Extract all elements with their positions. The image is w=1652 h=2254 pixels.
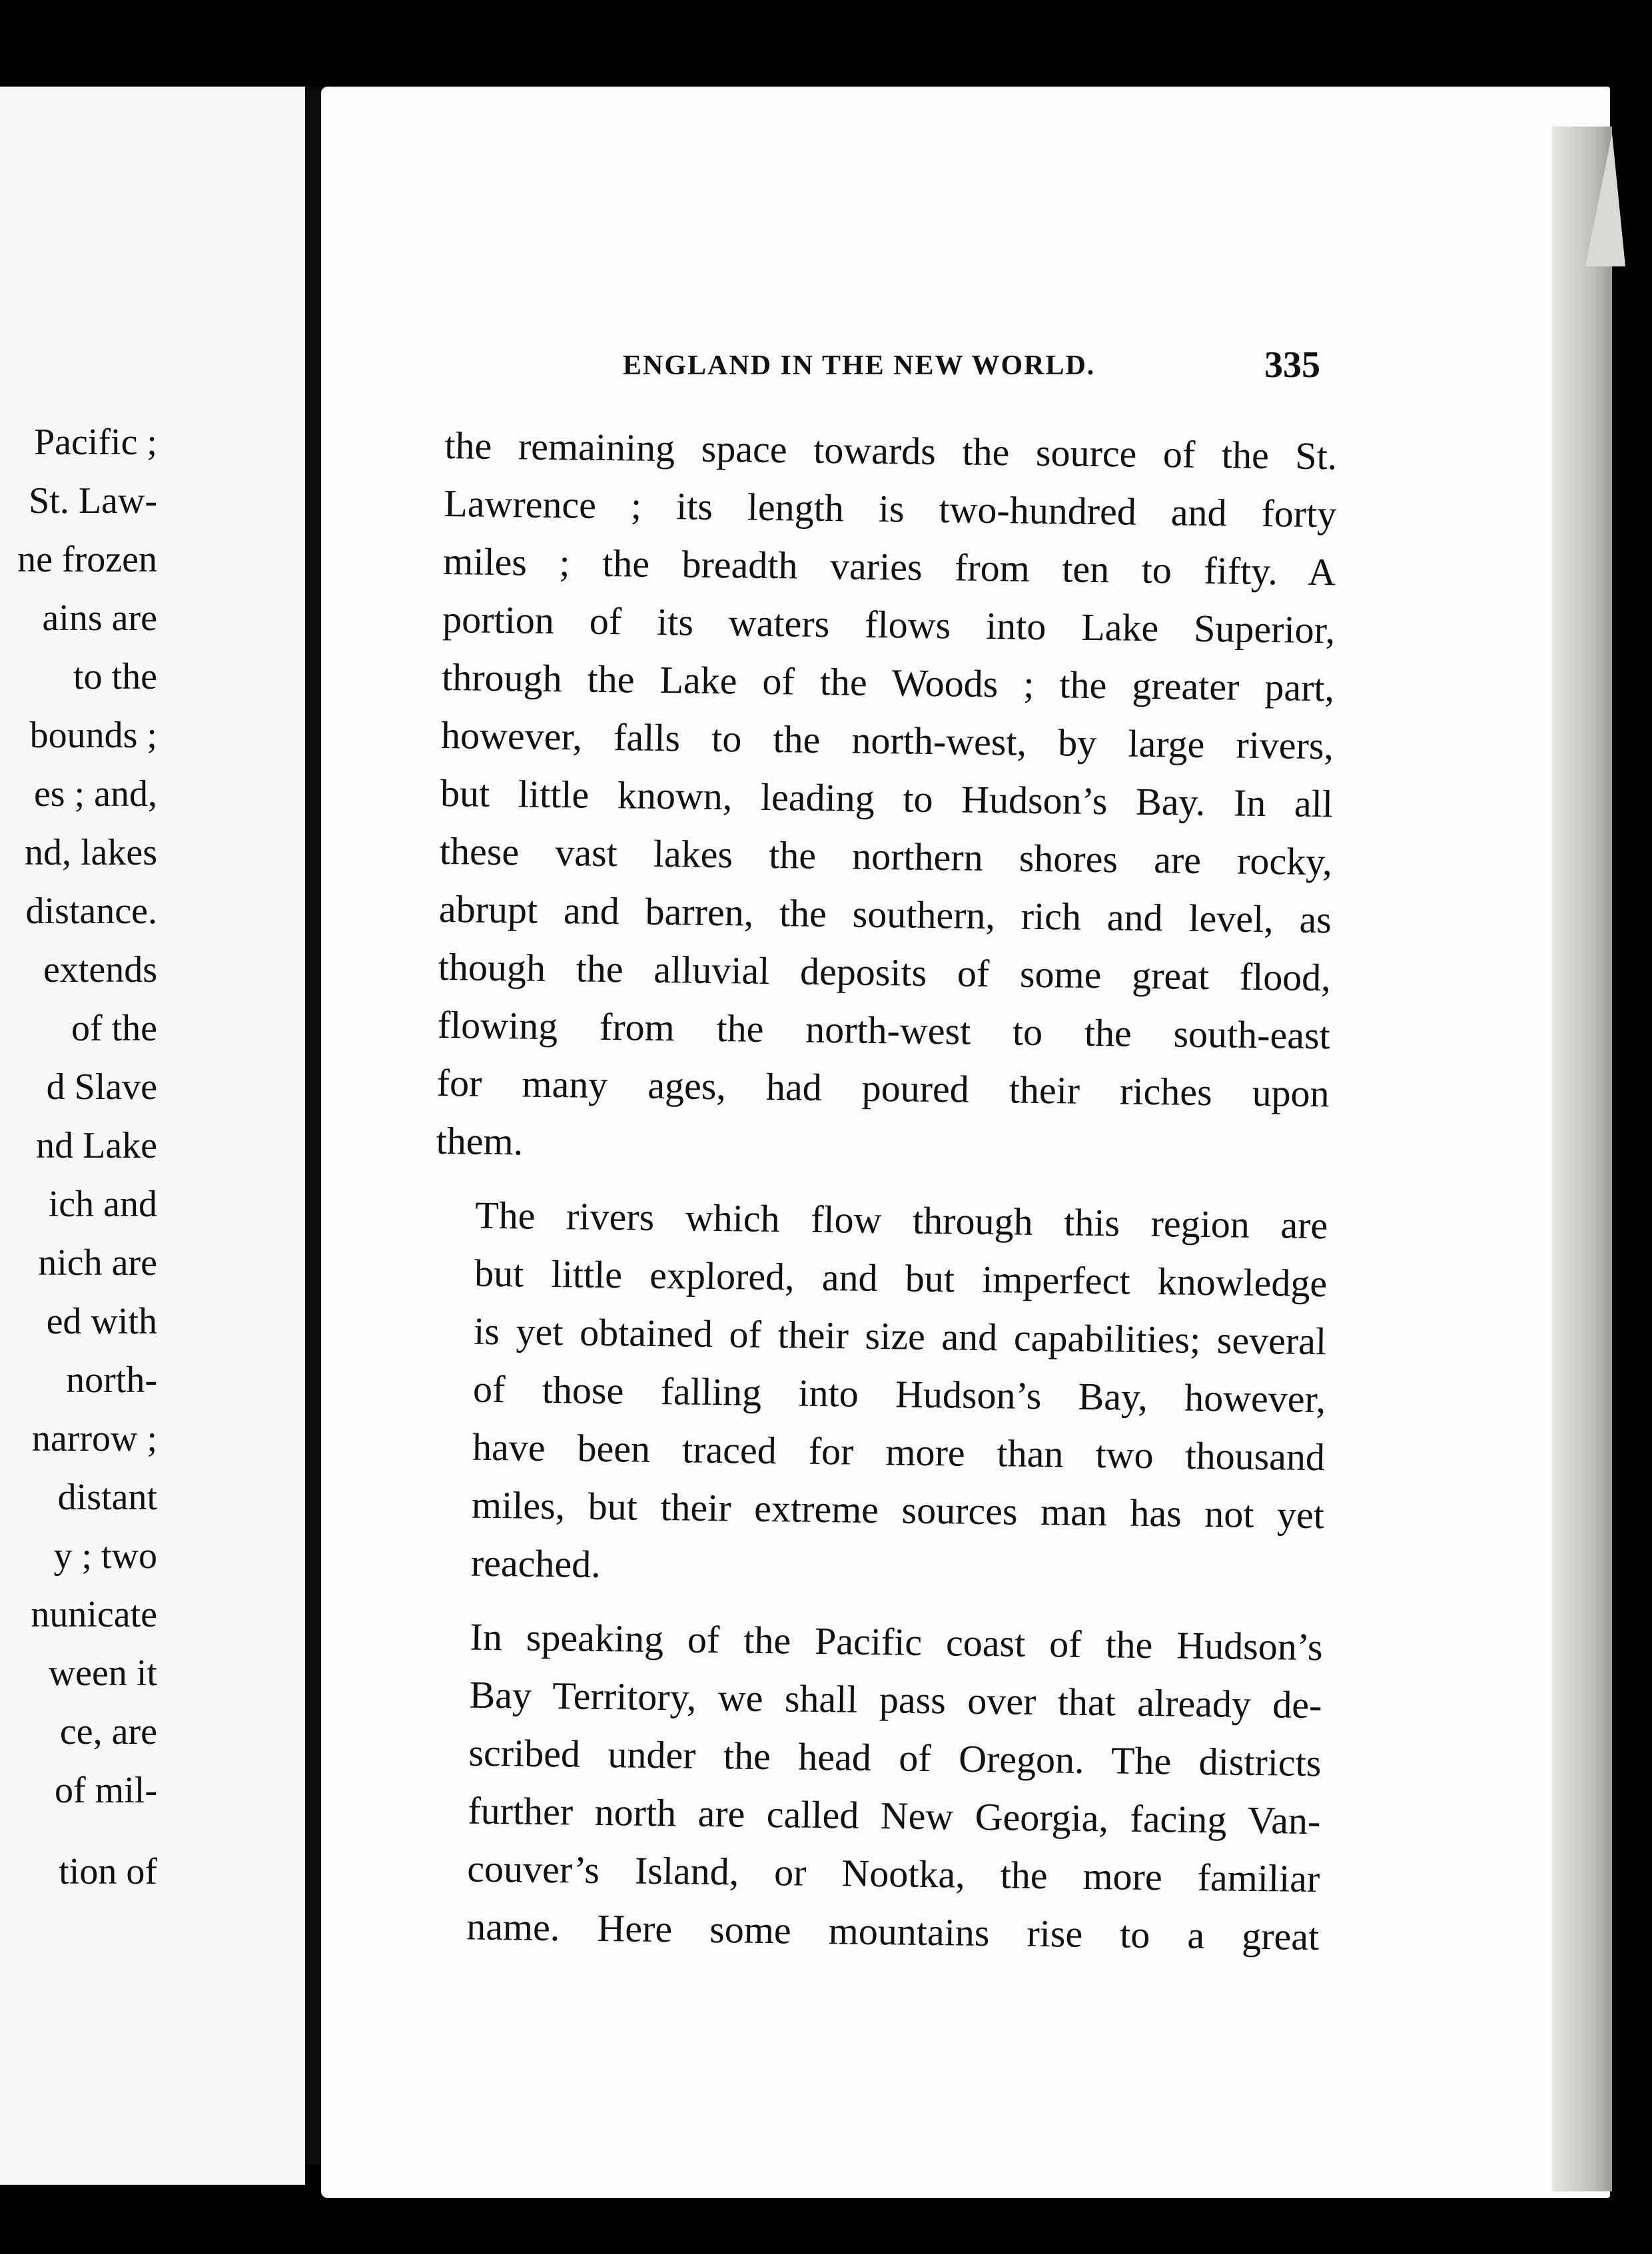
text-line: these vast lakes the northern shores are rocky, xyxy=(439,829,1333,884)
text-line: Lawrence ; its length is two-hundred and forty xyxy=(444,481,1337,536)
text-line: miles, but their extreme sources man has not yet xyxy=(471,1483,1325,1537)
page-number: 335 xyxy=(1264,344,1320,386)
left-line: Pacific ; xyxy=(33,422,157,463)
left-line: St. Law- xyxy=(29,480,157,522)
left-line: narrow ; xyxy=(31,1418,157,1459)
left-line: bounds ; xyxy=(29,715,157,756)
left-line: of mil- xyxy=(55,1770,157,1811)
text-line: further north are called New Georgia, facing Van- xyxy=(468,1788,1321,1843)
left-line: distance. xyxy=(25,891,157,932)
text-line: In speaking of the Pacific coast of the Hudson’s xyxy=(470,1615,1323,1669)
text-line: them. xyxy=(436,1118,524,1164)
left-line: of the xyxy=(71,1008,157,1049)
text-line: flowing from the north-west to the south-east xyxy=(437,1002,1331,1058)
text-line: name. Here some mountains rise to a great xyxy=(466,1904,1320,1959)
left-line: d Slave xyxy=(46,1066,157,1108)
left-line: extends xyxy=(43,949,157,990)
text-line: portion of its waters flows into Lake Superior, xyxy=(442,597,1336,652)
left-line: y ; two xyxy=(53,1535,157,1577)
text-line: of those falling into Hudson’s Bay, however, xyxy=(472,1367,1326,1421)
paragraph xyxy=(430,1186,1328,1602)
paragraph xyxy=(436,416,1338,1180)
left-line: nich are xyxy=(38,1242,157,1284)
text-line: abrupt and barren, the southern, rich and level, as xyxy=(438,887,1332,942)
running-head: ENGLAND IN THE NEW WORLD. xyxy=(623,350,1096,381)
left-line: to the xyxy=(73,656,157,697)
left-line: es ; and, xyxy=(33,773,157,815)
book-gutter xyxy=(305,87,321,2165)
left-line: ich and xyxy=(48,1184,157,1225)
left-line: ed with xyxy=(46,1301,157,1342)
left-line: nunicate xyxy=(31,1594,157,1635)
left-page-fragments xyxy=(0,413,157,1901)
body-text xyxy=(426,416,1338,1966)
left-line: ains are xyxy=(42,597,157,639)
text-line: for many ages, had poured their riches upon xyxy=(436,1060,1330,1116)
left-page xyxy=(0,87,305,2185)
text-line: have been traced for more than two thousand xyxy=(472,1425,1326,1479)
text-line: but little explored, and but imperfect knowledge xyxy=(474,1251,1328,1306)
left-line: nd, lakes xyxy=(24,832,157,873)
left-line: tion of xyxy=(59,1851,157,1892)
page-edge-tip xyxy=(1585,133,1625,266)
text-line: couver’s Island, or Nootka, the more familiar xyxy=(466,1846,1320,1901)
paragraph xyxy=(426,1607,1323,1966)
left-line: ne frozen xyxy=(17,539,157,580)
text-line: however, falls to the north-west, by large rivers, xyxy=(440,713,1334,768)
text-line: the remaining space towards the source of the St. xyxy=(444,423,1338,478)
text-line: reached. xyxy=(470,1541,602,1586)
left-line: north- xyxy=(66,1359,157,1401)
text-line: but little known, leading to Hudson’s Bay. In all xyxy=(440,771,1334,826)
page-edge xyxy=(1552,127,1612,2191)
text-line: through the Lake of the Woods ; the greater part, xyxy=(441,655,1335,710)
text-line: though the alluvial deposits of some great flood, xyxy=(438,944,1332,1000)
text-line: Bay Territory, we shall pass over that already de- xyxy=(469,1673,1322,1727)
left-line: nd Lake xyxy=(36,1125,157,1166)
left-line: ce, are xyxy=(59,1711,157,1752)
text-line: is yet obtained of their size and capabilities; several xyxy=(473,1309,1327,1363)
text-line: scribed under the head of Oregon. The districts xyxy=(468,1730,1322,1785)
text-line: The rivers which flow through this region are xyxy=(474,1193,1328,1248)
left-line: ween it xyxy=(48,1653,157,1694)
text-line: miles ; the breadth varies from ten to fifty. A xyxy=(442,539,1336,594)
left-line: distant xyxy=(57,1477,157,1518)
